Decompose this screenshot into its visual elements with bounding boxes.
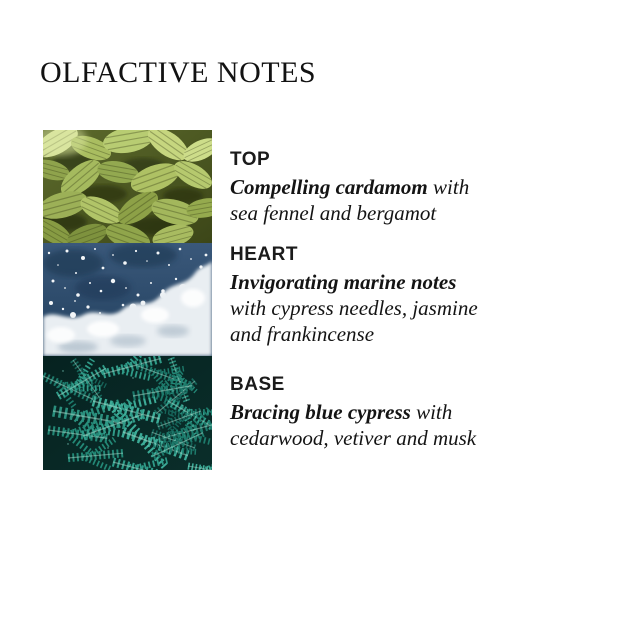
note-line [230, 269, 542, 295]
note-line [230, 295, 542, 321]
blue-cypress-photo [43, 356, 212, 470]
note-line [230, 399, 542, 425]
note-line [230, 174, 542, 200]
section-base [230, 374, 542, 451]
note-normal-text: sea fennel and bergamot [230, 201, 437, 225]
note-bold-text: Bracing blue cypress [230, 400, 411, 424]
note-normal-text: with cypress needles, jasmine [230, 296, 478, 320]
cardamom-pods-photo [43, 130, 212, 243]
note-bold-text: Compelling cardamom [230, 175, 428, 199]
note-line [230, 321, 542, 347]
note-normal-text: with [427, 175, 470, 199]
note-normal-text: and frankincense [230, 322, 375, 346]
section-top-label: TOP [230, 149, 271, 170]
section-heart-label: HEART [230, 244, 298, 265]
note-line [230, 200, 542, 226]
sea-splash-photo [43, 243, 212, 356]
note-bold-text: Invigorating marine notes [230, 270, 457, 294]
page-title: OLFACTIVE NOTES [40, 56, 317, 90]
note-normal-text: with [410, 400, 453, 424]
section-heart [230, 244, 542, 347]
note-normal-text: cedarwood, vetiver and musk [230, 426, 477, 450]
section-base-label: BASE [230, 374, 285, 395]
note-line [230, 425, 542, 451]
section-top [230, 149, 542, 226]
image-stack [43, 130, 212, 470]
